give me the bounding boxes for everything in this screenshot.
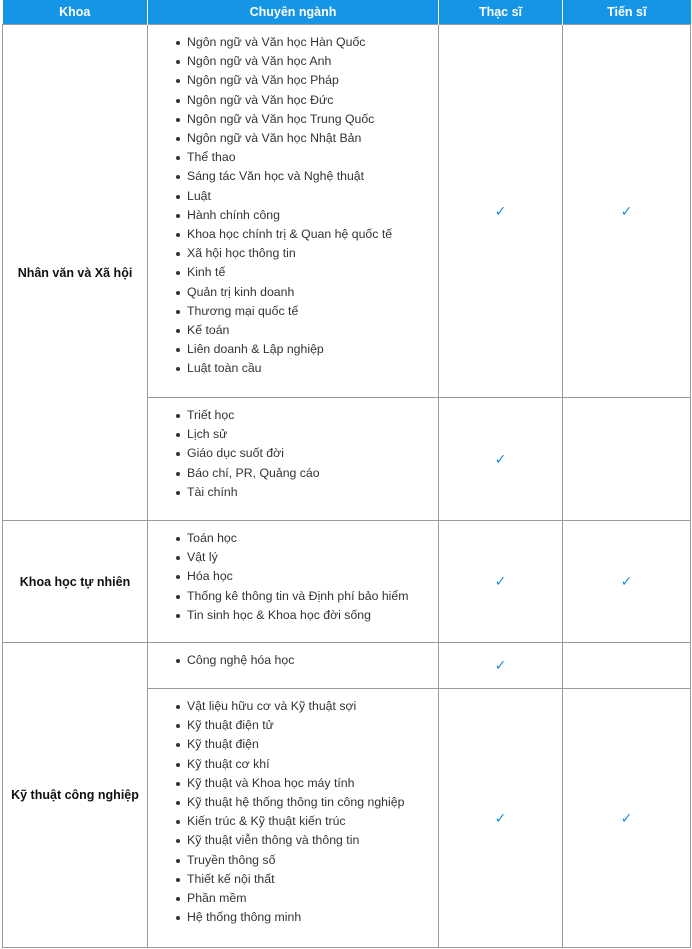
- tien-si-check: ✓: [563, 689, 691, 948]
- major-item: Toán học: [187, 529, 438, 548]
- tien-si-check: [563, 398, 691, 521]
- major-item: Ngôn ngữ và Văn học Anh: [187, 52, 438, 71]
- major-item: Ngôn ngữ và Văn học Pháp: [187, 71, 438, 90]
- major-item: Thiết kế nội thất: [187, 870, 438, 889]
- header-khoa: Khoa: [3, 0, 148, 25]
- major-item: Kỹ thuật cơ khí: [187, 755, 438, 774]
- tien-si-check: ✓: [563, 521, 691, 643]
- major-item: Thể thao: [187, 148, 438, 167]
- table-row: [3, 25, 691, 398]
- faculty-name: Khoa học tự nhiên: [3, 521, 148, 643]
- major-item: Hệ thống thông minh: [187, 908, 438, 927]
- major-item: Ngôn ngữ và Văn học Trung Quốc: [187, 110, 438, 129]
- major-item: Vật liệu hữu cơ và Kỹ thuật sợi: [187, 697, 438, 716]
- major-item: Sáng tác Văn học và Nghệ thuật: [187, 167, 438, 186]
- major-list: [148, 643, 438, 670]
- majors-cell: [148, 521, 439, 643]
- thac-si-check: ✓: [439, 398, 563, 521]
- major-item: Luật: [187, 187, 438, 206]
- major-item: Kỹ thuật điện tử: [187, 716, 438, 735]
- major-item: Quản trị kinh doanh: [187, 283, 438, 302]
- table-header-row: [3, 0, 691, 25]
- major-item: Truyền thông số: [187, 851, 438, 870]
- major-item: Thống kê thông tin và Định phí bảo hiểm: [187, 587, 438, 606]
- tien-si-check: ✓: [563, 25, 691, 398]
- major-item: Ngôn ngữ và Văn học Hàn Quốc: [187, 33, 438, 52]
- major-item: Khoa học chính trị & Quan hệ quốc tế: [187, 225, 438, 244]
- major-item: Kiến trúc & Kỹ thuật kiến trúc: [187, 812, 438, 831]
- major-item: Vật lý: [187, 548, 438, 567]
- thac-si-check: ✓: [439, 689, 563, 948]
- major-item: Lịch sử: [187, 425, 438, 444]
- major-item: Tin sinh học & Khoa học đời sống: [187, 606, 438, 625]
- table-row: [3, 643, 691, 689]
- major-item: Kỹ thuật và Khoa học máy tính: [187, 774, 438, 793]
- major-item: Hóa học: [187, 567, 438, 586]
- major-item: Hành chính công: [187, 206, 438, 225]
- major-item: Kinh tế: [187, 263, 438, 282]
- major-item: Liên doanh & Lập nghiệp: [187, 340, 438, 359]
- major-list: [148, 521, 438, 625]
- major-item: Phần mềm: [187, 889, 438, 908]
- majors-cell: [148, 25, 439, 398]
- majors-cell: [148, 643, 439, 689]
- major-item: Báo chí, PR, Quảng cáo: [187, 464, 438, 483]
- major-item: Xã hội học thông tin: [187, 244, 438, 263]
- major-item: Thương mại quốc tế: [187, 302, 438, 321]
- major-list: [148, 25, 438, 379]
- thac-si-check: ✓: [439, 643, 563, 689]
- thac-si-check: ✓: [439, 25, 563, 398]
- major-item: Tài chính: [187, 483, 438, 502]
- faculty-name: Kỹ thuật công nghiệp: [3, 643, 148, 948]
- faculty-name: Nhân văn và Xã hội: [3, 25, 148, 521]
- header-tien-si: Tiến sĩ: [563, 0, 691, 25]
- thac-si-check: ✓: [439, 521, 563, 643]
- major-item: Triết học: [187, 406, 438, 425]
- major-item: Kế toán: [187, 321, 438, 340]
- majors-cell: [148, 689, 439, 948]
- tien-si-check: [563, 643, 691, 689]
- major-item: Ngôn ngữ và Văn học Đức: [187, 91, 438, 110]
- major-list: [148, 398, 438, 502]
- major-item: Kỹ thuật hệ thống thông tin công nghiệp: [187, 793, 438, 812]
- major-list: [148, 689, 438, 927]
- major-item: Luật toàn cầu: [187, 359, 438, 378]
- major-item: Ngôn ngữ và Văn học Nhật Bản: [187, 129, 438, 148]
- header-chuyen-nganh: Chuyên ngành: [148, 0, 439, 25]
- header-thac-si: Thạc sĩ: [439, 0, 563, 25]
- major-item: Công nghệ hóa học: [187, 651, 438, 670]
- major-item: Kỹ thuật điện: [187, 735, 438, 754]
- majors-cell: [148, 398, 439, 521]
- majors-table: [2, 0, 691, 948]
- major-item: Giáo dục suốt đời: [187, 444, 438, 463]
- table-row: [3, 521, 691, 643]
- major-item: Kỹ thuật viễn thông và thông tin: [187, 831, 438, 850]
